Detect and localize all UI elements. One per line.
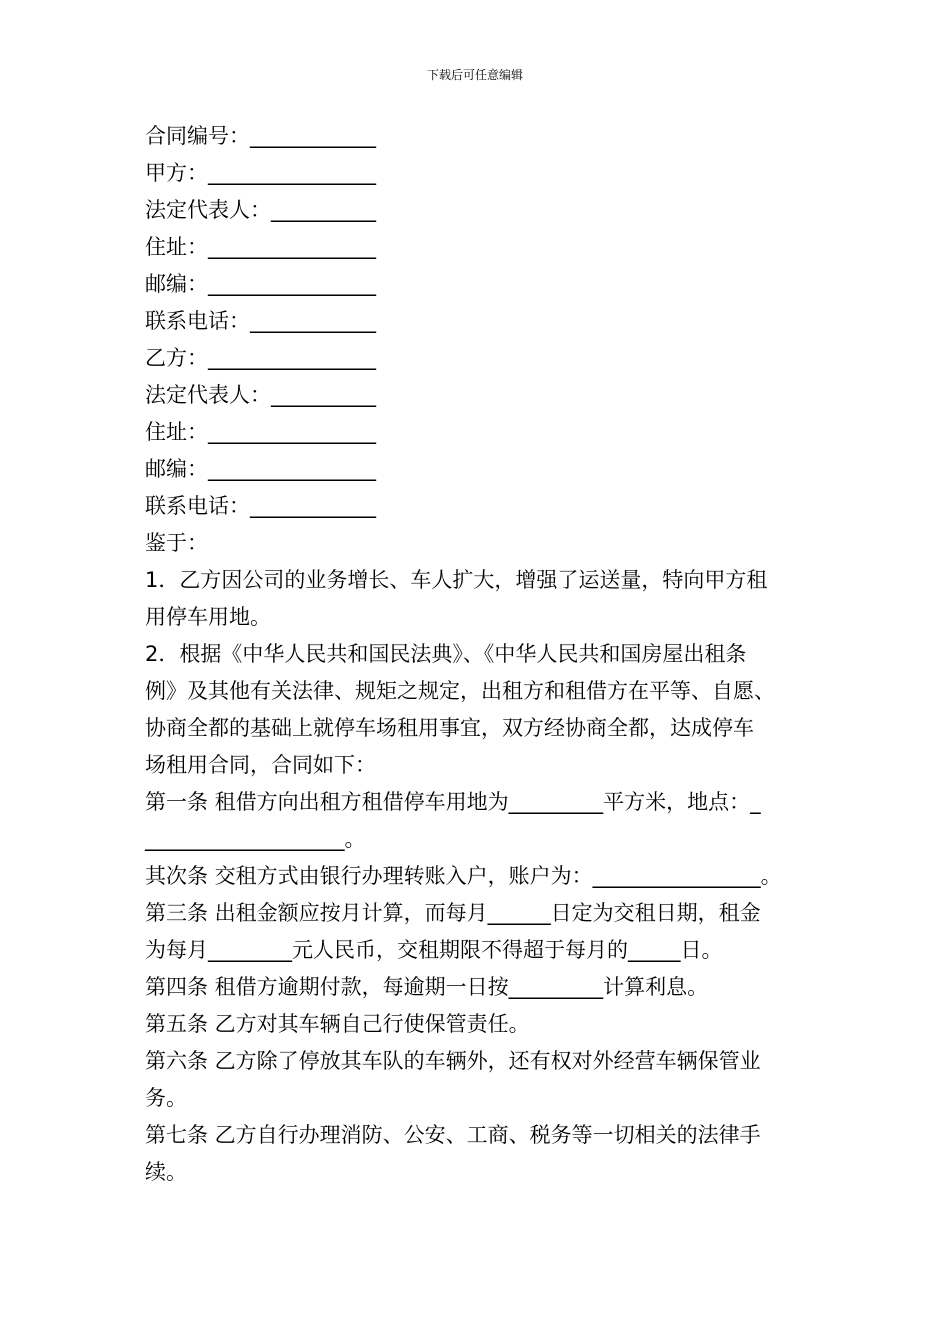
contract-number-line: 合同编号：____________	[145, 124, 376, 148]
party-a-line: 甲方：________________	[145, 161, 376, 185]
party-a-address-line: 住址：________________	[145, 235, 376, 259]
article-3-cont: 为每月________元人民币，交租期限不得超于每月的_____日。	[145, 938, 723, 962]
article-3: 第三条 出租金额应按月计算，而每月______日定为交租日期，租金	[145, 901, 761, 925]
article-5: 第五条 乙方对其车辆自己行使保管责任。	[145, 1012, 530, 1036]
party-a-phone-line: 联系电话：____________	[145, 309, 376, 333]
whereas-item-2-cont-3: 场租用合同，合同如下：	[145, 753, 376, 777]
article-7-cont: 续。	[145, 1160, 187, 1184]
article-4: 第四条 租借方逾期付款，每逾期一日按_________计算利息。	[145, 975, 709, 999]
whereas-item-2: 2．根据《中华人民共和国民法典》、《中华人民共和国房屋出租条	[145, 642, 747, 666]
article-1-cont: ___________________。	[145, 827, 366, 851]
whereas-item-1: 1．乙方因公司的业务增长、车人扩大，增强了运送量，特向甲方租	[145, 568, 768, 592]
article-1: 第一条 租借方向出租方租借停车用地为_________平方米，地点：_	[145, 790, 761, 814]
party-b-postcode-line: 邮编：________________	[145, 457, 376, 481]
contract-body	[145, 118, 815, 1191]
party-a-postcode-line: 邮编：________________	[145, 272, 376, 296]
article-7: 第七条 乙方自行办理消防、公安、工商、税务等一切相关的法律手	[145, 1123, 761, 1147]
whereas-item-1-cont: 用停车用地。	[145, 605, 271, 629]
page-header-note: 下载后可任意编辑	[426, 68, 523, 82]
article-2: 其次条 交租方式由银行办理转账入户，账户为：________________。	[145, 864, 782, 888]
party-b-address-line: 住址：________________	[145, 420, 376, 444]
party-b-line: 乙方：________________	[145, 346, 376, 370]
party-b-phone-line: 联系电话：____________	[145, 494, 376, 518]
whereas-item-2-cont-2: 协商全都的基础上就停车场租用事宜，双方经协商全都，达成停车	[145, 716, 754, 740]
whereas-item-2-cont-1: 例》及其他有关法律、规矩之规定，出租方和租借方在平等、自愿、	[145, 679, 775, 703]
article-6-cont: 务。	[145, 1086, 187, 1110]
party-a-representative-line: 法定代表人：__________	[145, 198, 376, 222]
article-6: 第六条 乙方除了停放其车队的车辆外，还有权对外经营车辆保管业	[145, 1049, 761, 1073]
whereas-heading: 鉴于：	[145, 531, 208, 555]
party-b-representative-line: 法定代表人：__________	[145, 383, 376, 407]
